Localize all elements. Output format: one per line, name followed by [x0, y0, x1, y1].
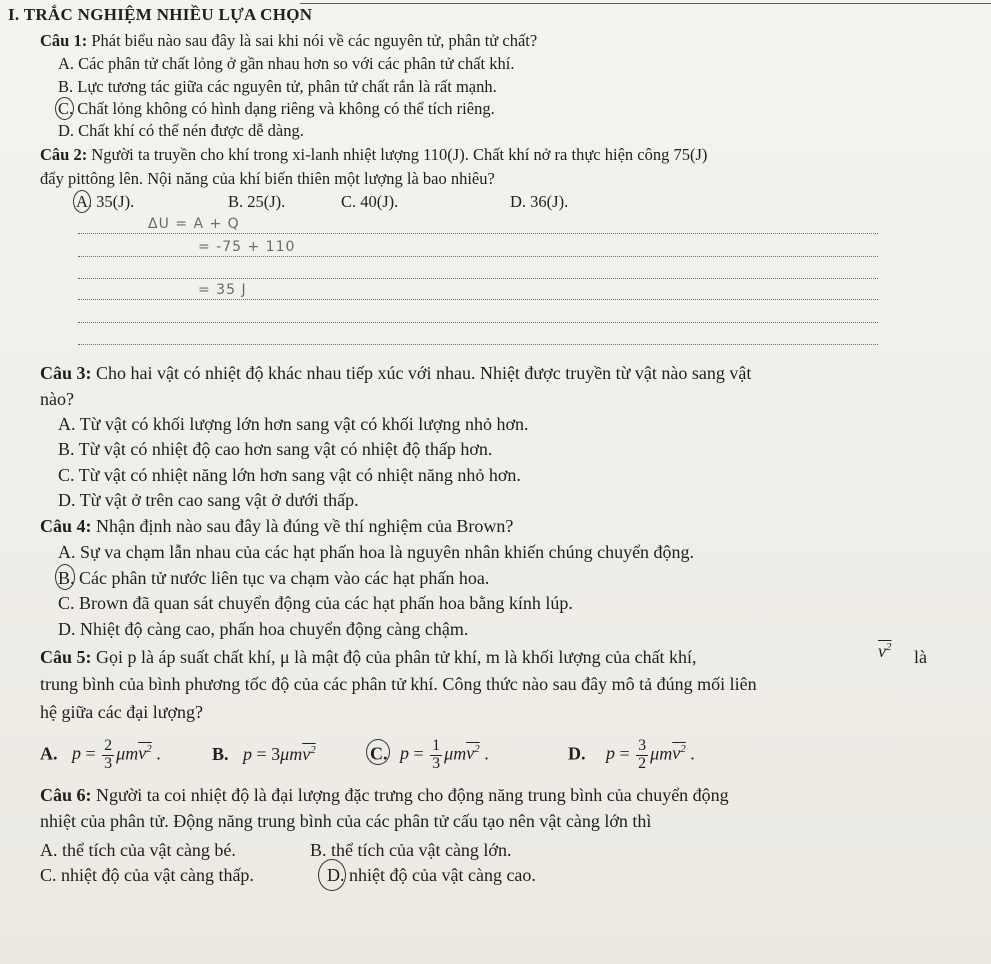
handwritten-work-line-3: = 35 J	[198, 282, 247, 298]
question-3-label: Câu 3:	[40, 363, 92, 383]
question-3	[40, 364, 751, 382]
q5-option-b-coefficient: 3	[271, 744, 281, 764]
q3-option-d[interactable]: D. Từ vật ở trên cao sang vật ở dưới thấp.	[58, 490, 359, 510]
question-3-text-line2: nào?	[40, 389, 74, 409]
answer-circle	[366, 739, 390, 765]
q4-option-d[interactable]: D. Nhiệt độ càng cao, phấn hoa chuyển động càng chậm.	[58, 619, 469, 639]
question-6-text-line2: nhiệt của phân tử. Động năng trung bình của các phân tử cấu tạo nên vật càng lớn thì	[40, 811, 652, 831]
q6-option-c[interactable]: C. nhiệt độ của vật càng thấp.	[40, 865, 254, 885]
q6-option-b[interactable]: B. thể tích của vật càng lớn.	[310, 840, 512, 860]
question-5-text-line2: trung bình của bình phương tốc độ của các phân tử khí. Công thức nào sau đây mô tả đúng mối liên	[40, 674, 757, 694]
fraction-numerator: 3	[638, 737, 647, 754]
question-1-text: Phát biểu nào sau đây là sai khi nói về các nguyên tử, phân tử chất?	[91, 31, 538, 50]
question-5-label: Câu 5:	[40, 647, 92, 667]
q1-option-d[interactable]: D. Chất khí có thể nén được dễ dàng.	[58, 121, 304, 140]
handwritten-work-line-2: = -75 + 110	[198, 239, 296, 255]
fraction-denominator: 3	[104, 754, 113, 772]
q2-option-d[interactable]: D. 36(J).	[510, 192, 569, 211]
q6-option-d[interactable]: D. nhiệt độ của vật càng cao.	[327, 865, 536, 885]
question-1-label: Câu 1:	[40, 31, 88, 50]
fraction	[430, 738, 442, 773]
answer-line	[78, 232, 878, 234]
q3-option-c[interactable]: C. Từ vật có nhiệt năng lớn hơn sang vật có nhiệt năng nhỏ hơn.	[58, 465, 521, 485]
answer-circle	[55, 97, 74, 120]
q5-option-d[interactable]: D. p = $\frac{3}{2}$ μmv$^2$ .	[568, 737, 695, 772]
question-5	[40, 648, 697, 666]
fraction-numerator: 1	[432, 737, 441, 754]
question-5-text: Gọi p là áp suất chất khí, μ là mật độ của phân tử khí, m là khối lượng của chất khí,	[96, 647, 697, 667]
q3-option-a[interactable]: A. Từ vật có khối lượng lớn hơn sang vật có khối lượng nhỏ hơn.	[58, 414, 529, 434]
fraction-denominator: 3	[432, 754, 441, 772]
handwritten-work-line-1: ΔU = A + Q	[148, 216, 240, 232]
question-6-text: Người ta coi nhiệt độ là đại lượng đặc trưng cho động năng trung bình của chuyển động	[96, 785, 729, 805]
answer-line	[78, 343, 878, 345]
question-4-text: Nhận định nào sau đây là đúng về thí nghiệm của Brown?	[96, 516, 514, 536]
q1-option-c[interactable]: C. Chất lỏng không có hình dạng riêng và không có thể tích riêng.	[58, 99, 495, 118]
q1-option-b[interactable]: B. Lực tương tác giữa các nguyên tử, phân tử chất rắn là rất mạnh.	[58, 77, 497, 96]
question-2	[40, 147, 707, 164]
answer-line	[78, 321, 878, 323]
question-4-label: Câu 4:	[40, 516, 92, 536]
q5-option-c[interactable]: C. p = $\frac{1}{3}$ μmv$^2$ .	[370, 737, 489, 772]
question-5-text-line3: hệ giữa các đại lượng?	[40, 702, 203, 722]
q4-option-a[interactable]: A. Sự va chạm lẫn nhau của các hạt phấn hoa là nguyên nhân khiến chúng chuyển động.	[58, 542, 695, 562]
q5-option-d-label: D.	[568, 743, 586, 764]
q5-option-b[interactable]: B. p = 3μmv$^2$	[212, 744, 316, 764]
answer-line	[78, 298, 878, 300]
top-rule	[300, 3, 991, 4]
q6-option-a[interactable]: A. thể tích của vật càng bé.	[40, 840, 236, 860]
fraction	[102, 738, 114, 773]
answer-line	[78, 255, 878, 257]
question-6	[40, 786, 729, 804]
q3-option-b[interactable]: B. Từ vật có nhiệt độ cao hơn sang vật có nhiệt độ thấp hơn.	[58, 439, 493, 459]
question-6-label: Câu 6:	[40, 785, 92, 805]
answer-circle	[73, 190, 91, 213]
question-4	[40, 517, 513, 535]
q5-option-b-label: B.	[212, 744, 229, 764]
q2-option-c[interactable]: C. 40(J).	[341, 192, 399, 211]
question-2-label: Câu 2:	[40, 145, 88, 164]
section-heading: I. TRẮC NGHIỆM NHIỀU LỰA CHỌN	[8, 5, 313, 24]
question-1	[40, 33, 537, 50]
q5-option-a[interactable]: A. p = $\frac{2}{3}$ μmv$^2$ .	[40, 737, 161, 772]
question-5-text-tail: là	[914, 647, 927, 667]
fraction-denominator: 2	[638, 754, 647, 772]
q2-option-b[interactable]: B. 25(J).	[228, 192, 286, 211]
q2-option-a[interactable]: A. 35(J).	[76, 192, 135, 211]
q5-option-c-label: C.	[370, 743, 388, 764]
q5-option-a-label: A.	[40, 743, 58, 764]
fraction-numerator: 2	[104, 737, 113, 754]
q4-option-c[interactable]: C. Brown đã quan sát chuyển động của các hạt phấn hoa bằng kính lúp.	[58, 593, 573, 613]
answer-circle	[55, 564, 75, 590]
answer-circle	[318, 859, 346, 891]
answer-line	[78, 277, 878, 279]
q1-option-a[interactable]: A. Các phân tử chất lỏng ở gần nhau hơn so với các phân tử chất khí.	[58, 54, 515, 73]
question-3-text: Cho hai vật có nhiệt độ khác nhau tiếp xúc với nhau. Nhiệt được truyền từ vật nào sang vật	[96, 363, 752, 383]
question-2-text-line2: đẩy pittông lên. Nội năng của khí biến thiên một lượng là bao nhiêu?	[40, 169, 495, 188]
q4-option-b[interactable]: B. Các phân tử nước liên tục va chạm vào các hạt phấn hoa.	[58, 568, 490, 588]
fraction	[636, 738, 648, 773]
question-2-text: Người ta truyền cho khí trong xi-lanh nhiệt lượng 110(J). Chất khí nở ra thực hiện công 75(J)	[91, 145, 708, 164]
v-squared-mean-symbol: $v^2$	[878, 641, 892, 661]
